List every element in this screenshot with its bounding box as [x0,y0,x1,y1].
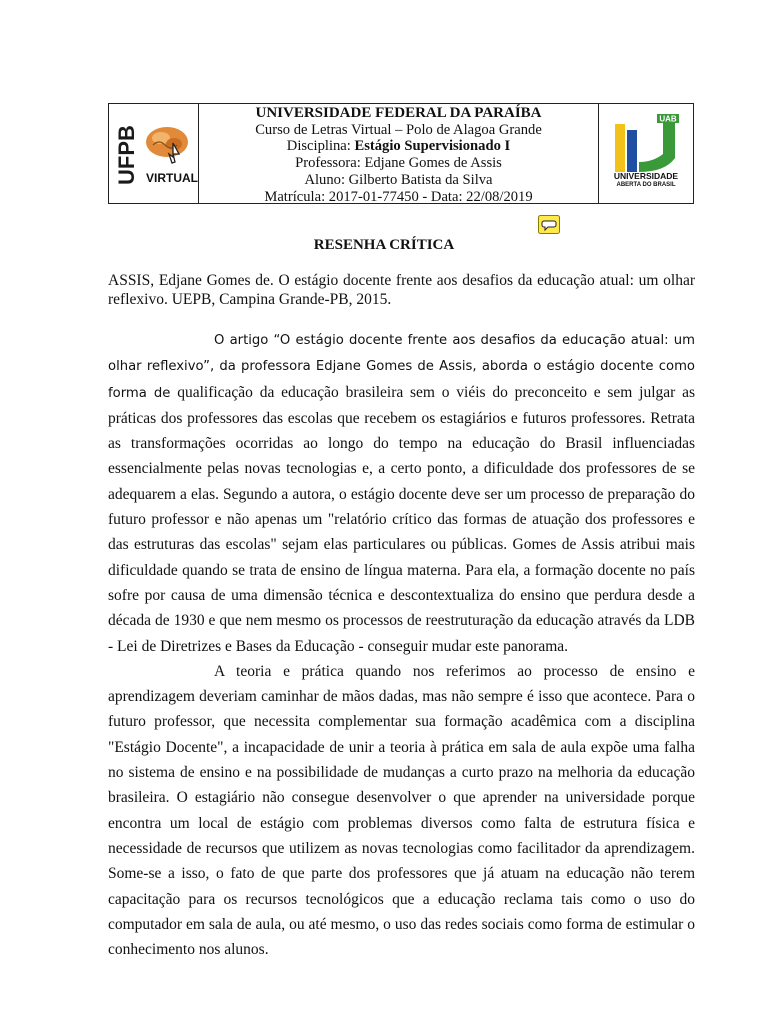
paragraph-1 [108,327,695,659]
professor-name: Professora: Edjane Gomes de Assis [295,155,502,172]
university-name: UNIVERSIDADE FEDERAL DA PARAÍBA [255,105,542,121]
header-table [108,103,694,204]
uab-line1: UNIVERSIDADE [613,171,679,181]
header-info [199,104,599,203]
uab-logo [599,104,693,203]
document-body [108,327,695,962]
document-title: RESENHA CRÍTICA [313,237,455,253]
ufpb-virtual-label: VIRTUAL [146,171,198,185]
paragraph-1-lead: O artigo “O estágio docente frente aos desafios da educação atual: um olhar reflexivo”, da professora Edjane Gomes de Assis, aborda o estágio docente como forma de [108,333,695,401]
course-name: Curso de Letras Virtual – Polo de Alagoa Grande [255,121,542,138]
ufpb-logo [109,104,199,203]
paragraph-1-rest: qualificação da educação brasileira sem o viéis do preconceito e sem julgar as práticas dos professores das escolas que recebem os estagiários e futuros professores. Retrata as transformações ocorridas ao longo do tempo na educação do Brasil influenciadas essencialmente pelas novas tecnologias e, a certo ponto, a dificuldade dos professores de se adequarem a elas. Segundo a autora, o estágio docente deve ser um processo de preparação do futuro professor e não apenas um "relatório crítico das formas de atuação dos professores e das estruturas das escolas" sejam elas particulares ou públicas. Gomes de Assis atribui mais dificuldade quando se trata de ensino de língua materna. Para ela, a formação docente no país sofre por causa de uma dimensão técnica e descontextualiza do ensino que perdura desde a década de 1930 e que nem mesmo os processos de reestruturação da educação através da LDB - Lei de Diretrizes e Bases da Educação - conseguir mudar este panorama. [108,383,695,655]
student-name: Aluno: Gilberto Batista da Silva [304,171,493,188]
uab-badge-text: UAB [659,114,677,124]
paragraph-2: A teoria e prática quando nos referimos ao processo de ensino e aprendizagem deveriam caminhar de mãos dadas, mas não sempre é isso que acontece. Para o futuro professor, que necessita complementar sua formação acadêmica com a disciplina "Estágio Docente", a incapacidade de unir a teoria à prática em sala de aula expõe uma falha no sistema de ensino e na possibilidade de mudanças a curto prazo na melhoria da educação brasileira. O estagiário não consegue desenvolver o que aprender na universidade porque encontra um local de estágio com problemas diversos como falta de estrutura física e necessidade de recursos que utilizem as novas tecnologias como facilitador da aprendizagem. Some-se a isso, o fato de que parte dos professores que já atuam na educação não terem capacitação para os recursos tecnológicos que a educação reclama tais como o uso do computador em sala de aula, ou até mesmo, o uso das redes sociais como forma de estimular o conhecimento nos alunos. [108,662,695,959]
uab-logo-text [603,172,689,190]
brain-hand-icon [143,125,193,165]
bibliographic-reference: ASSIS, Edjane Gomes de. O estágio docente frente aos desafios da educação atual: um olhar reflexivo. UEPB, Campina Grande-PB, 2015. [108,272,695,308]
discipline-value: Estágio Supervisionado I [354,138,511,155]
discipline-line [199,138,598,155]
uab-logo-icon [613,114,681,174]
ufpb-logo-text: UFPB [114,125,139,185]
uab-line2: ABERTA DO BRASIL [616,182,676,188]
comment-icon[interactable] [538,215,560,234]
discipline-label: Disciplina: [286,138,355,155]
registration-date: Matrícula: 2017-01-77450 - Data: 22/08/2019 [264,188,533,205]
